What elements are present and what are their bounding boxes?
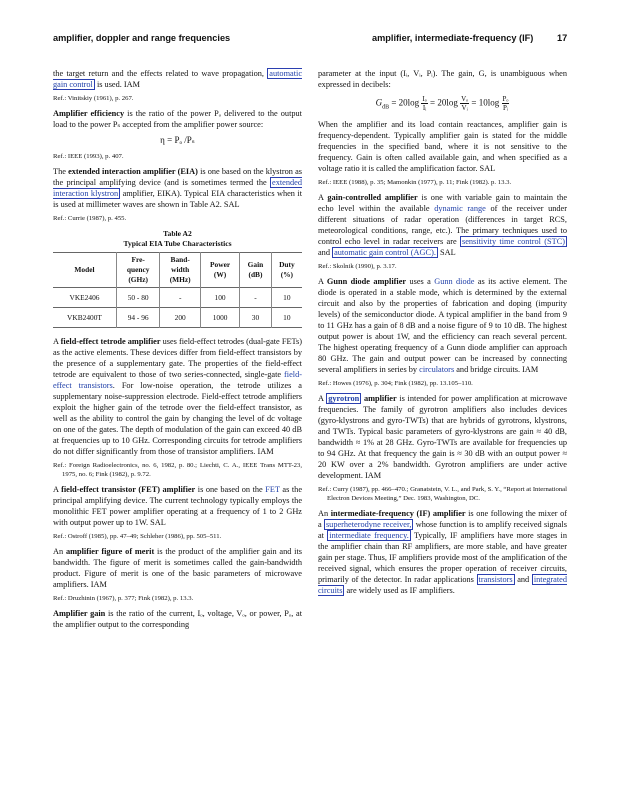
gain-equation: $G_{dB} = 20\log$ $\frac{\text{Iₒ}}{\text{Iᵢ}}$ = 20log $\frac{\text{Vₒ}}{\text{Vᵢ}}$ = 10log $\frac{\text{Pₒ}}{\text{Pᵢ}}$ bbox=[375, 95, 509, 112]
table-header-cell: Duty (%) bbox=[271, 253, 302, 288]
link-integrated-circuits[interactable]: integrated circuits bbox=[318, 575, 567, 596]
page-number: 17 bbox=[557, 33, 568, 43]
link-sensitivity-time-control[interactable]: sensitivity time control (STC) bbox=[461, 237, 565, 247]
right-column bbox=[318, 68, 567, 600]
table-cell: 10 bbox=[271, 288, 302, 308]
link-extended-interaction-klystron[interactable]: extended interaction klystron bbox=[53, 178, 302, 198]
paragraph-gain-continued: parameter at the input (Iᵢ, Vᵢ, Pᵢ). The gain, G, is unambiguous when expressed in decibels: bbox=[318, 69, 567, 89]
reference: Ref.: Curry (1987), pp. 466–470.; Granatstein, V. L., and Park, S. Y., “Report at International Electron Devices Meeting,” Dec. 1983, Washington, DC. bbox=[318, 486, 567, 503]
reference: Ref.: Druzhinin (1967), p. 377; Fink (1982), p. 13.3. bbox=[53, 595, 194, 602]
table-cell: 94 - 96 bbox=[116, 308, 159, 328]
fraction-current: $\frac{\text{Iₒ}}{\text{Iᵢ}}$ bbox=[422, 95, 427, 112]
link-automatic-gain-control[interactable]: automatic gain control (AGC). bbox=[334, 248, 436, 258]
entry-gyrotron-amplifier: A gyrotron amplifier is intended for power amplification at microwave frequencies. The family of gyrotron amplifiers also includes devices (gyro-klystrons and gyro-TWTs) that are hybrids of gyrotrons, klystrons, and TWTs. Typical basic parameters of gyro-klystrons are gain ≈ 40 dB, bandwidth ≈ 1% at 28 GHz. Gyro-TWTs are available for frequencies up to 94 GHz. At that frequency the gain is ≈ 30 dB with an output power ≈ 20 KW over a 2% bandwidth. Gyrotron amplifiers are under active development. IAM bbox=[318, 394, 568, 481]
link-fet[interactable]: FET bbox=[265, 485, 280, 494]
running-header-right: amplifier, intermediate-frequency (IF) bbox=[372, 33, 534, 43]
table-cell: - bbox=[160, 288, 201, 308]
table-header-cell: Power (W) bbox=[200, 253, 239, 288]
paragraph-gain-frequency: When the amplifier and its load contain reactances, amplifier gain is frequency-dependent. Typically amplifier gain is stated for the middle frequencies in the specified band, where it is not sensitive to the frequency. Gain is often called available gain, and when specified as a voltage ratio it is called the amplification factor. SAL bbox=[318, 120, 567, 174]
table-row bbox=[53, 308, 302, 328]
table-cell: 1000 bbox=[200, 308, 239, 328]
reference: Ref.: Foreign Radioelectronics, no. 6, 1982, p. 80.; Liechti, C. A., IEEE Trans MTT-23, 1975, no. 6; Fink (1982), p. 9.72. bbox=[53, 462, 302, 478]
table-header-cell: Band- width (MHz) bbox=[160, 253, 201, 288]
table-cell: - bbox=[240, 288, 272, 308]
entry-if-amplifier: An intermediate-frequency (IF) amplifier is one following the mixer of a superheterodyne receiver, whose function is to amplify received signals at intermediate frequency. Typically, IF amplifiers have more stages in the amplifier chain than RF amplifiers, are more stable, and have greater gain per stage. Thus, IF amplifiers provide most of the amplification of the received signal, which ensures the proper operation of receiver circuits, primarily of the detector. In radar applications transistors and integrated circuits are widely used as IF amplifiers. bbox=[318, 509, 568, 596]
table-header-cell: Fre- quency (GHz) bbox=[116, 253, 159, 288]
entry-amplifier-gain: Amplifier gain is the ratio of the current, Iₒ, voltage, Vₒ, or power, Pₒ, at the amplifier output to the corresponding bbox=[53, 609, 303, 629]
reference: Ref.: Vinitskiy (1961), p. 267. bbox=[53, 95, 134, 102]
term: Amplifier gain bbox=[53, 609, 106, 618]
link-circulators[interactable]: circulators bbox=[419, 365, 455, 375]
eia-characteristics-table bbox=[53, 252, 302, 328]
table-header-cell: Gain (dB) bbox=[240, 253, 272, 288]
table-caption: Table A2 Typical EIA Tube Characteristics bbox=[123, 229, 232, 248]
link-intermediate-frequency[interactable]: intermediate frequency. bbox=[329, 531, 409, 541]
table-cell: VKB2400T bbox=[67, 313, 102, 322]
reference: Ref.: Ostroff (1985), pp. 47–49; Schleher (1986), pp. 505–511. bbox=[53, 533, 222, 540]
table-cell: 100 bbox=[200, 288, 239, 308]
entry-amplifier-efficiency: Amplifier efficiency is the ratio of the power Pₒ delivered to the output load to the power Pₛ accepted from the amplifier power source: bbox=[53, 109, 302, 129]
entry-amplifier-figure-of-merit: An amplifier figure of merit is the product of the amplifier gain and its bandwidth. The figure of merit is sometimes called the gain-bandwidth product. Figure of merit is one of the basic parameters of microwave amplifiers. IAM bbox=[53, 547, 303, 589]
table-header-row bbox=[53, 253, 302, 288]
reference: Ref.: IEEE (1993), p. 407. bbox=[53, 153, 124, 160]
reference: Ref.: Currie (1987), p. 455. bbox=[53, 215, 127, 222]
table-header-cell: Model bbox=[74, 265, 95, 274]
reference: Ref.: Skolnik (1990), p. 3.17. bbox=[318, 263, 397, 271]
term: amplifier bbox=[361, 394, 397, 404]
table-cell: 200 bbox=[160, 308, 201, 328]
paragraph-propagation: the target return and the effects related to wave propagation, automatic gain control is used. IAM bbox=[53, 69, 303, 89]
table-cell: 30 bbox=[240, 308, 272, 328]
table-row bbox=[53, 288, 302, 308]
link-gyrotron[interactable]: gyrotron bbox=[328, 394, 360, 404]
link-superheterodyne-receiver[interactable]: superheterodyne receiver, bbox=[325, 520, 412, 530]
table-cell: VKE2406 bbox=[69, 293, 100, 302]
link-gunn-diode[interactable]: Gunn diode bbox=[434, 277, 475, 287]
term: field-effect tetrode amplifier bbox=[60, 337, 161, 346]
table-cell: 50 - 80 bbox=[116, 288, 159, 308]
entry-field-effect-tetrode-amplifier: A field-effect tetrode amplifier uses field-effect tetrodes (dual-gate FETs) as the active elements. These devices differ from field-effect transistors by the presence of a supplementary gate. The properties of the field-effect tetrode are equivalent to those of two series-connected, single-gate field-effect transistors. For low-noise operation, the tetrode utilizes a supplementary noise-suppression electrode. Field-effect tetrode amplifiers exploit the higher gain of the tetrode over the field-effect transistor, as well as the ability to control the gain by changing the level of dc voltage on one of the gates. The depth of modulation of the gain can exceed 40 dB at frequencies up to 10 GHz. Corresponding circuits for tetrode amplifiers do not differ significantly from those of transistor amplifiers. IAM bbox=[53, 337, 302, 456]
term: Gunn diode amplifier bbox=[326, 277, 407, 287]
term: extended interaction amplifier (EIA) bbox=[68, 167, 198, 176]
left-column bbox=[53, 68, 302, 634]
link-transistors[interactable]: transistors bbox=[478, 575, 513, 585]
term: gain-controlled amplifier bbox=[327, 193, 418, 203]
term: amplifier figure of merit bbox=[65, 547, 155, 556]
term: intermediate-frequency (IF) amplifier bbox=[330, 509, 466, 519]
term: Amplifier efficiency bbox=[53, 109, 125, 118]
link-automatic-gain-control[interactable]: automatic gain control bbox=[53, 69, 303, 89]
reference: Ref.: Howes (1976), p. 304; Fink (1982), pp. 13.105–110. bbox=[318, 380, 473, 388]
entry-eia: The extended interaction amplifier (EIA) is one based on the klystron as the principal amplifying device (and is sometimes termed the extended interaction klystron amplifier, EIKA). Typical EIA characteristics when it is used at millimeter waves are shown in Table A2. SAL bbox=[53, 167, 303, 209]
link-dynamic-range[interactable]: dynamic range bbox=[434, 204, 486, 214]
efficiency-equation: η = Pₒ /Pₛ bbox=[160, 135, 195, 145]
table-cell: 10 bbox=[271, 308, 302, 328]
entry-gain-controlled-amplifier: A gain-controlled amplifier is one with variable gain to maintain the echo level within the available dynamic range of the receiver under different situations of radar operation (differences in target RCS, meteorological conditions, range, etc.). The primary techniques used to control echo level in radar receivers are sensitivity time control (STC) and automatic gain control (AGC). SAL bbox=[318, 193, 567, 258]
reference: Ref.: IEEE (1988), p. 35; Mamonkin (1977), p. 11; Fink (1982). p. 13.3. bbox=[318, 179, 512, 187]
entry-fet-amplifier: A field-effect transistor (FET) amplifier is one based on the FET as the principal amplifying device. The current technology typically employs the monolithic FET power amplifier operating at a frequency of 1 to 2 GHz with output power up to 1W. SAL bbox=[53, 485, 303, 527]
fraction-voltage: $\frac{\text{Vₒ}}{\text{Vᵢ}}$ bbox=[461, 95, 469, 112]
entry-gunn-diode-amplifier: A Gunn diode amplifier uses a Gunn diode as its active element. The diode is operated in a stable mode, which is determined by the external circuit and also by the properties of fabrication and doping (impurity levels) of the semiconductor diode. A typical amplifier in the band from 9 to 11 GHz has a gain of 8 dB and a noise figure of 9 to 10 dB. The highest output power is about 1W, and the efficiency can reach several percent. The highest operating frequency of a Gunn diode amplifier can approach 80 GHz. The gain and output power can be increased by connecting several amplifiers in series by circulators and bridge circuits. IAM bbox=[318, 277, 568, 375]
link-field-effect-transistors[interactable]: field-effect transistors bbox=[53, 370, 302, 390]
running-header-left: amplifier, doppler and range frequencies bbox=[53, 33, 231, 43]
fraction-power: $\frac{\text{Pₒ}}{\text{Pᵢ}}$ bbox=[502, 95, 509, 112]
term: field-effect transistor (FET) amplifier bbox=[61, 485, 196, 494]
